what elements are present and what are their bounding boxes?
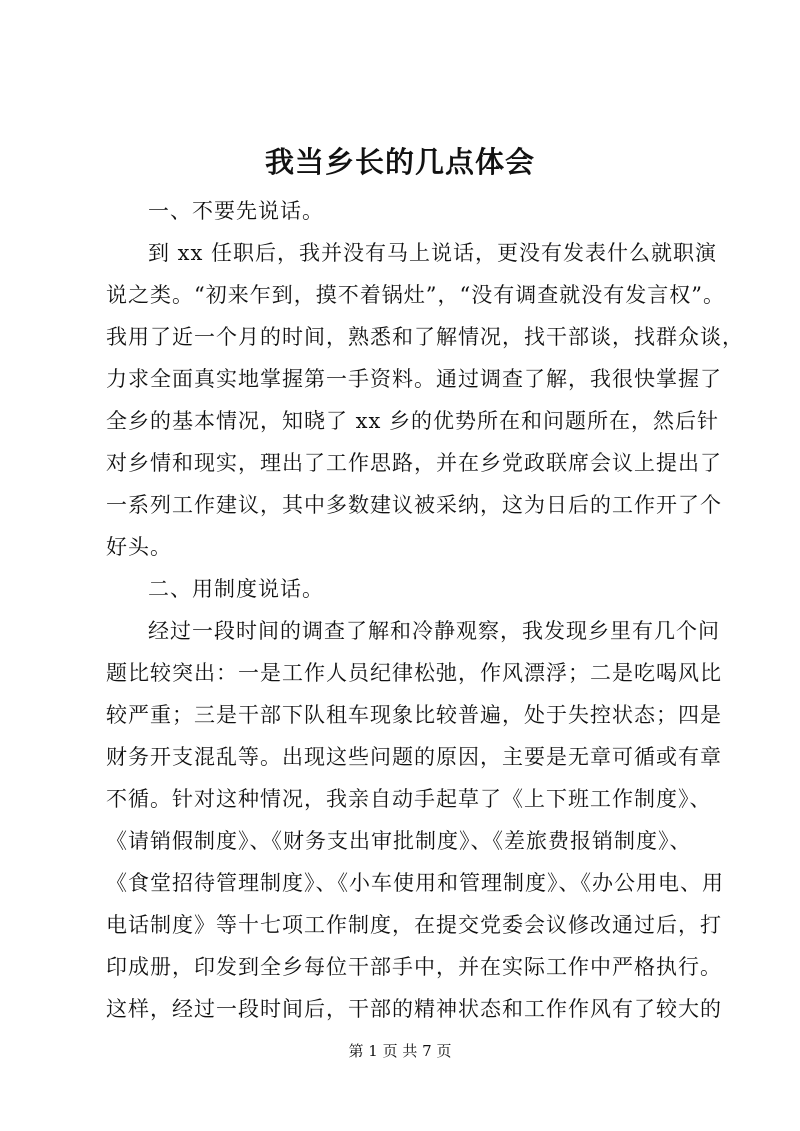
paragraph-line: 《请销假制度》、《财务支出审批制度》、《差旅费报销制度》、 xyxy=(106,829,692,853)
paragraph-line: 力求全面真实地掌握第一手资料。通过调查了解，我很快掌握了 xyxy=(106,367,722,391)
paragraph-line: 不循。针对这种情况，我亲自动手起草了《上下班工作制度》、 xyxy=(106,787,712,811)
page-footer: 第 1 页 共 7 页 xyxy=(348,1042,452,1060)
paragraph-line: 题比较突出：一是工作人员纪律松弛，作风漂浮；二是吃喝风比 xyxy=(106,661,722,685)
paragraph-line: 一系列工作建议，其中多数建议被采纳，这为日后的工作开了个 xyxy=(106,493,722,517)
paragraph-line: 经过一段时间的调查了解和冷静观察，我发现乡里有几个问 xyxy=(148,619,720,643)
paragraph-line: 电话制度》等十七项工作制度，在提交党委会议修改通过后，打 xyxy=(106,913,722,937)
section-heading: 二、用制度说话。 xyxy=(148,577,324,601)
paragraph-line: 到 xx 任职后，我并没有马上说话，更没有发表什么就职演 xyxy=(148,241,718,265)
paragraph-line: 财务开支混乱等。出现这些问题的原因，主要是无章可循或有章 xyxy=(106,745,722,769)
document-body xyxy=(106,190,744,1030)
paragraph-line: 较严重；三是干部下队租车现象比较普遍，处于失控状态；四是 xyxy=(106,703,722,727)
paragraph-line: 印成册，印发到全乡每位干部手中，并在实际工作中严格执行。 xyxy=(106,955,722,979)
paragraph-line: 我用了近一个月的时间，熟悉和了解情况，找干部谈，找群众谈， xyxy=(106,325,744,349)
paragraph-line: 好头。 xyxy=(106,535,172,559)
document-title: 我当乡长的几点体会 xyxy=(264,145,535,179)
paragraph-line: 对乡情和现实，理出了工作思路，并在乡党政联席会议上提出了 xyxy=(106,451,722,475)
paragraph-line: 《食堂招待管理制度》、《小车使用和管理制度》、《办公用电、用 xyxy=(106,871,724,895)
paragraph-line: 说之类。“初来乍到，摸不着锅灶”，“没有调查就没有发言权”。 xyxy=(106,283,725,307)
section-heading: 一、不要先说话。 xyxy=(148,199,324,223)
paragraph-line: 全乡的基本情况，知晓了 xx 乡的优势所在和问题所在，然后针 xyxy=(106,409,720,433)
paragraph-line: 这样，经过一段时间后，干部的精神状态和工作作风有了较大的 xyxy=(106,997,722,1021)
